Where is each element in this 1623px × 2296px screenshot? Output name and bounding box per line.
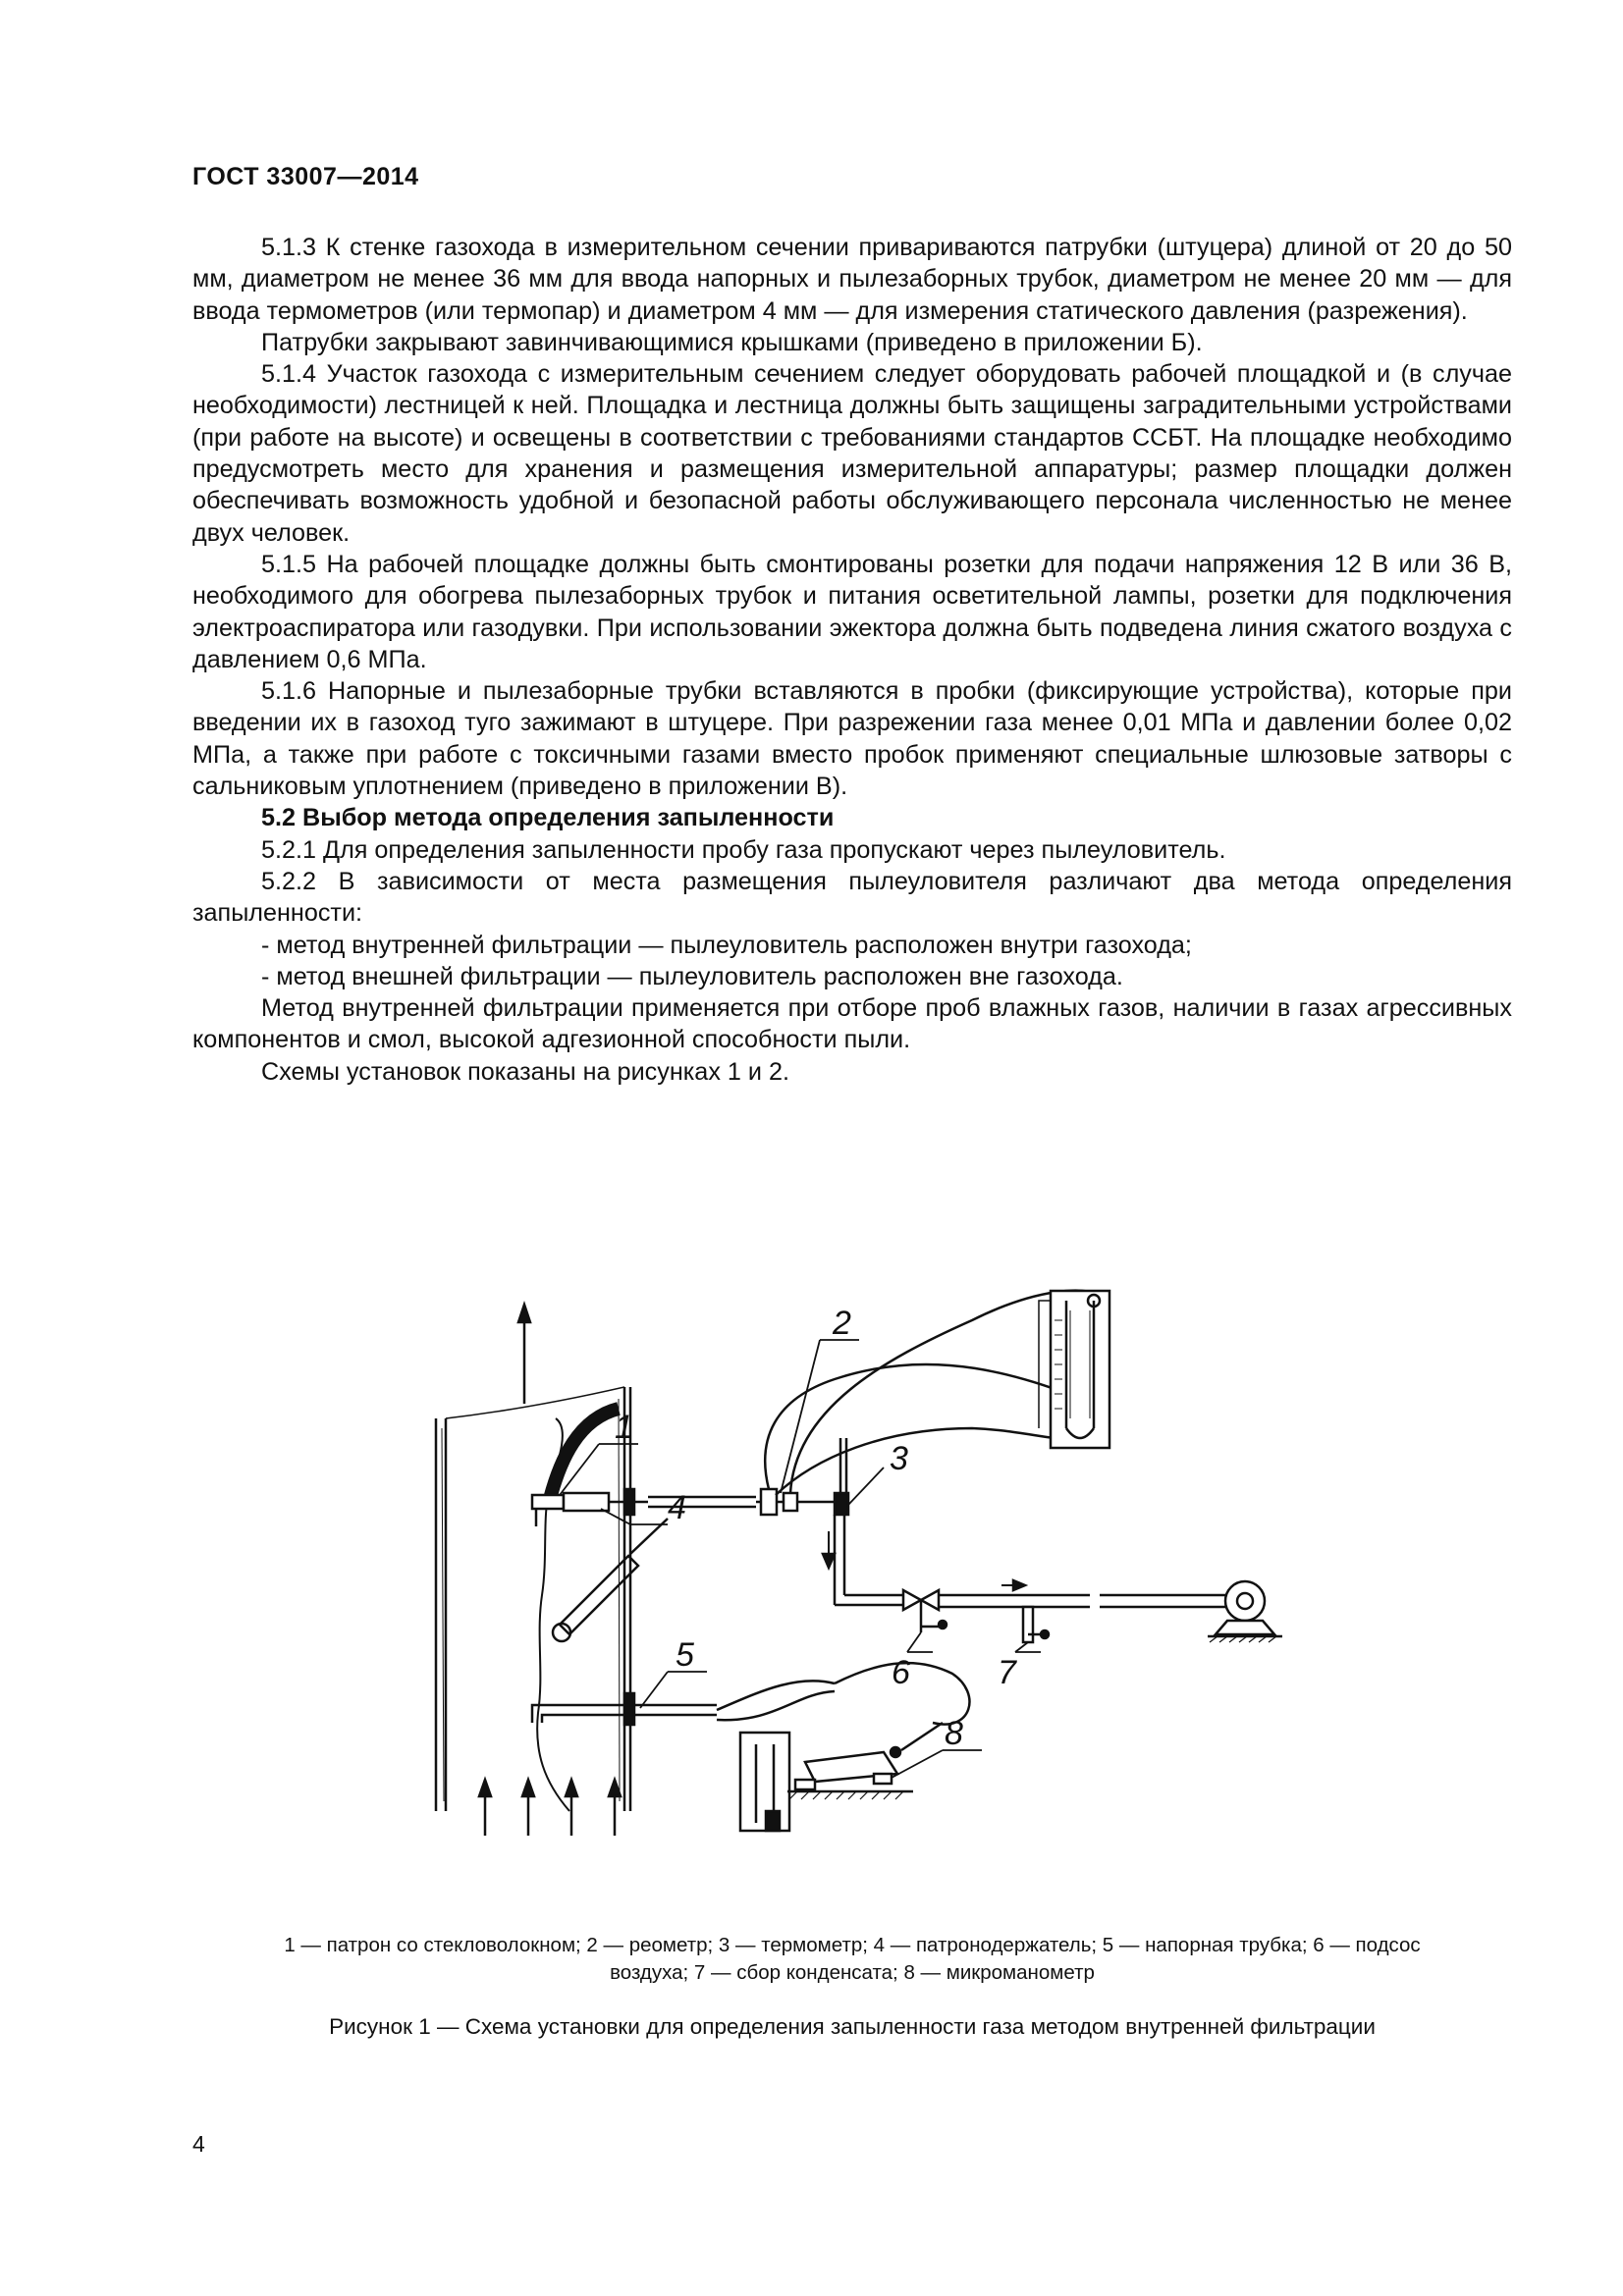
- inlet-arrows-icon: [479, 1780, 621, 1836]
- paragraph-5-2-2: 5.2.2 В зависимости от места размещения пылеуловителя различают два метода определения запыленности:: [192, 867, 1512, 928]
- document-header: ГОСТ 33007—2014: [192, 163, 419, 190]
- label-5: 5: [676, 1636, 694, 1674]
- list-item-external: - метод внешней фильтрации — пылеуловитель расположен вне газохода.: [261, 962, 1123, 990]
- installation-diagram: [422, 1261, 1542, 1890]
- paragraph-5-1-4: 5.1.4 Участок газохода с измерительным сечением следует оборудовать рабочей площадкой и (в случае необходимости) лестницей к ней. Площадка и лестница должны быть защищены заградительными устройствами (при работе на высоте) и освещены в соответствии с требованиями стандартов ССБТ. На площадке необходимо предусмотреть место для хранения и размещения измерительной аппаратуры; размер площадки должен обеспечивать возможность удобной и безопасной работы обслуживающего персонала численностью не менее двух человек.: [192, 360, 1512, 547]
- label-3: 3: [890, 1440, 908, 1477]
- paragraph-5-1-3: 5.1.3 К стенке газохода в измерительном сечении привариваются патрубки (штуцера) длиной от 20 до 50 мм, диаметром не менее 36 мм для ввода напорных и пылезаборных трубок, диаметром не менее 20 мм — для ввода термометров (или термопар) и диаметром 4 мм — для измерения статического давления (разрежения).: [192, 234, 1512, 325]
- flow-arrow-up-icon: [518, 1305, 530, 1404]
- figure-legend-line-1: 1 — патрон со стекловолокном; 2 — реометр; 3 — термометр; 4 — патронодержатель; 5 — напорная трубка; 6 — подсос: [284, 1934, 1421, 1956]
- blower: [1100, 1581, 1282, 1642]
- label-6: 6: [892, 1654, 910, 1691]
- paragraph-5-1-6: 5.1.6 Напорные и пылезаборные трубки вставляются в пробки (фиксирующие устройства), которые при введении их в газоход туго зажимают в штуцере. При разрежении газа менее 0,01 МПа и давлении более 0,02 МПа, а также при работе с токсичными газами вместо пробок применяют специальные шлюзовые затворы с сальниковым уплотнением (приведено в приложении В).: [192, 677, 1512, 801]
- paragraph-caps: Патрубки закрывают завинчивающимися крышками (приведено в приложении Б).: [261, 328, 1203, 356]
- label-7: 7: [998, 1654, 1016, 1691]
- figure-legend-line-2: воздуха; 7 — сбор конденсата; 8 — микроманометр: [610, 1961, 1095, 1984]
- figure-legend: [192, 1932, 1512, 1987]
- label-1: 1: [615, 1409, 633, 1446]
- section-heading-5-2: 5.2 Выбор метода определения запыленности: [261, 804, 835, 832]
- duct-thermometer: [553, 1519, 668, 1641]
- paragraph-method: Метод внутренней фильтрации применяется при отборе проб влажных газов, наличии в газах агрессивных компонентов и смол, высокой адгезионной способности пыли.: [192, 994, 1512, 1054]
- label-2: 2: [833, 1305, 851, 1342]
- paragraph-5-2-1: 5.2.1 Для определения запыленности пробу газа пропускают через пылеуловитель.: [261, 835, 1226, 864]
- list-item-internal: - метод внутренней фильтрации — пылеуловитель расположен внутри газохода;: [261, 931, 1192, 959]
- label-8: 8: [945, 1715, 963, 1752]
- paragraph-5-1-5: 5.1.5 На рабочей площадке должны быть смонтированы розетки для подачи напряжения 12 В или 36 В, необходимого для обогрева пылезаборных трубок и питания осветительной лампы, розетки для подключения электроаспиратора или газодувки. При использовании эжектора должна быть подведена линия сжатого воздуха с давлением 0,6 МПа.: [192, 550, 1512, 673]
- body-text: [192, 232, 1512, 1088]
- gas-duct: [436, 1387, 630, 1811]
- u-manometer: [1039, 1291, 1109, 1448]
- condensate-collector: [1023, 1607, 1049, 1642]
- figure-title: Рисунок 1 — Схема установки для определения запыленности газа методом внутренней фильтрации: [329, 2014, 1376, 2039]
- paragraph-schemes: Схемы установок показаны на рисунках 1 и 2.: [261, 1057, 789, 1086]
- micromanometer: [740, 1723, 943, 1831]
- page-number: 4: [192, 2131, 205, 2157]
- label-4: 4: [668, 1489, 686, 1526]
- air-valve: [903, 1580, 1090, 1632]
